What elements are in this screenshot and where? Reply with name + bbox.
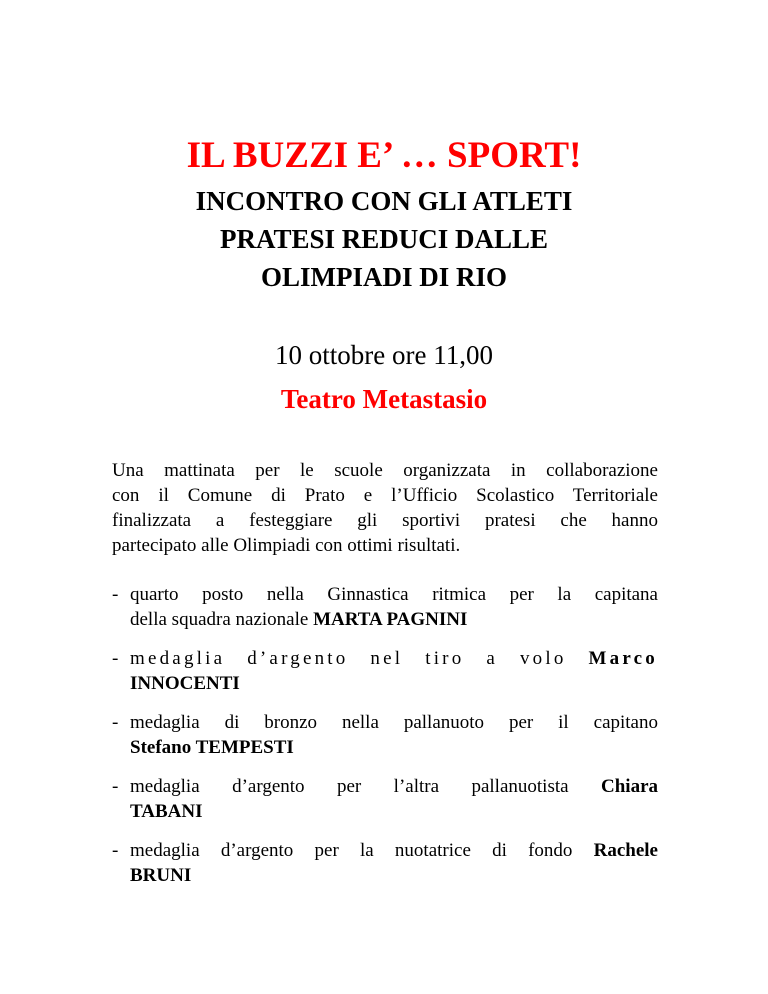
list-item-line	[130, 671, 658, 696]
list-item-line	[130, 838, 658, 863]
list-item	[112, 838, 658, 888]
athlete-name: TABANI	[130, 801, 203, 822]
list-item	[112, 646, 658, 696]
list-item-line	[130, 646, 658, 671]
intro-line: partecipato alle Olimpiadi con ottimi risultati.	[112, 535, 461, 556]
list-item-line: medaglia di bronzo nella pallanuoto per il capitano	[130, 712, 658, 733]
athlete-name: BRUNI	[130, 865, 192, 886]
list-item-line	[130, 863, 658, 888]
intro-paragraph	[112, 458, 658, 558]
list-item-line	[130, 607, 658, 632]
list-item	[112, 710, 658, 760]
list-item-text: della squadra nazionale	[130, 609, 314, 630]
list-item-line: quarto posto nella Ginnastica ritmica per la capitana	[130, 584, 658, 605]
document-subtitle	[0, 182, 768, 296]
list-dash: -	[112, 840, 119, 861]
event-venue: Teatro Metastasio	[280, 384, 488, 414]
document-title: IL BUZZI E’ … SPORT!	[186, 135, 582, 176]
list-item-text: medaglia d’argento per l’altra pallanuotista	[130, 776, 601, 797]
athlete-list	[112, 582, 658, 902]
list-item	[112, 774, 658, 824]
list-item-text: medaglia d’argento nel tiro a volo	[130, 648, 589, 669]
list-item	[112, 582, 658, 632]
event-date: 10 ottobre ore 11,00	[275, 340, 493, 370]
list-item-text: medaglia d’argento per la nuotatrice di fondo	[130, 840, 594, 861]
list-dash: -	[112, 776, 119, 797]
athlete-name: MARTA PAGNINI	[313, 609, 468, 630]
athlete-name: Stefano TEMPESTI	[130, 737, 294, 758]
subtitle-line: PRATESI REDUCI DALLE	[219, 224, 549, 254]
intro-line: finalizzata a festeggiare gli sportivi pratesi che hanno	[112, 510, 658, 531]
subtitle-line: OLIMPIADI DI RIO	[260, 262, 508, 292]
list-dash: -	[112, 584, 119, 605]
intro-line: con il Comune di Prato e l’Ufficio Scolastico Territoriale	[112, 485, 658, 506]
list-dash: -	[112, 712, 119, 733]
subtitle-line: INCONTRO CON GLI ATLETI	[195, 186, 573, 216]
list-item-line	[130, 799, 658, 824]
athlete-name: Chiara	[601, 776, 658, 797]
list-dash: -	[112, 648, 119, 669]
intro-line: Una mattinata per le scuole organizzata in collaborazione	[112, 460, 658, 481]
list-item-line	[130, 774, 658, 799]
athlete-name: Marco	[588, 648, 658, 669]
athlete-name: INNOCENTI	[130, 673, 240, 694]
list-item-line	[130, 735, 658, 760]
athlete-name: Rachele	[593, 840, 658, 861]
